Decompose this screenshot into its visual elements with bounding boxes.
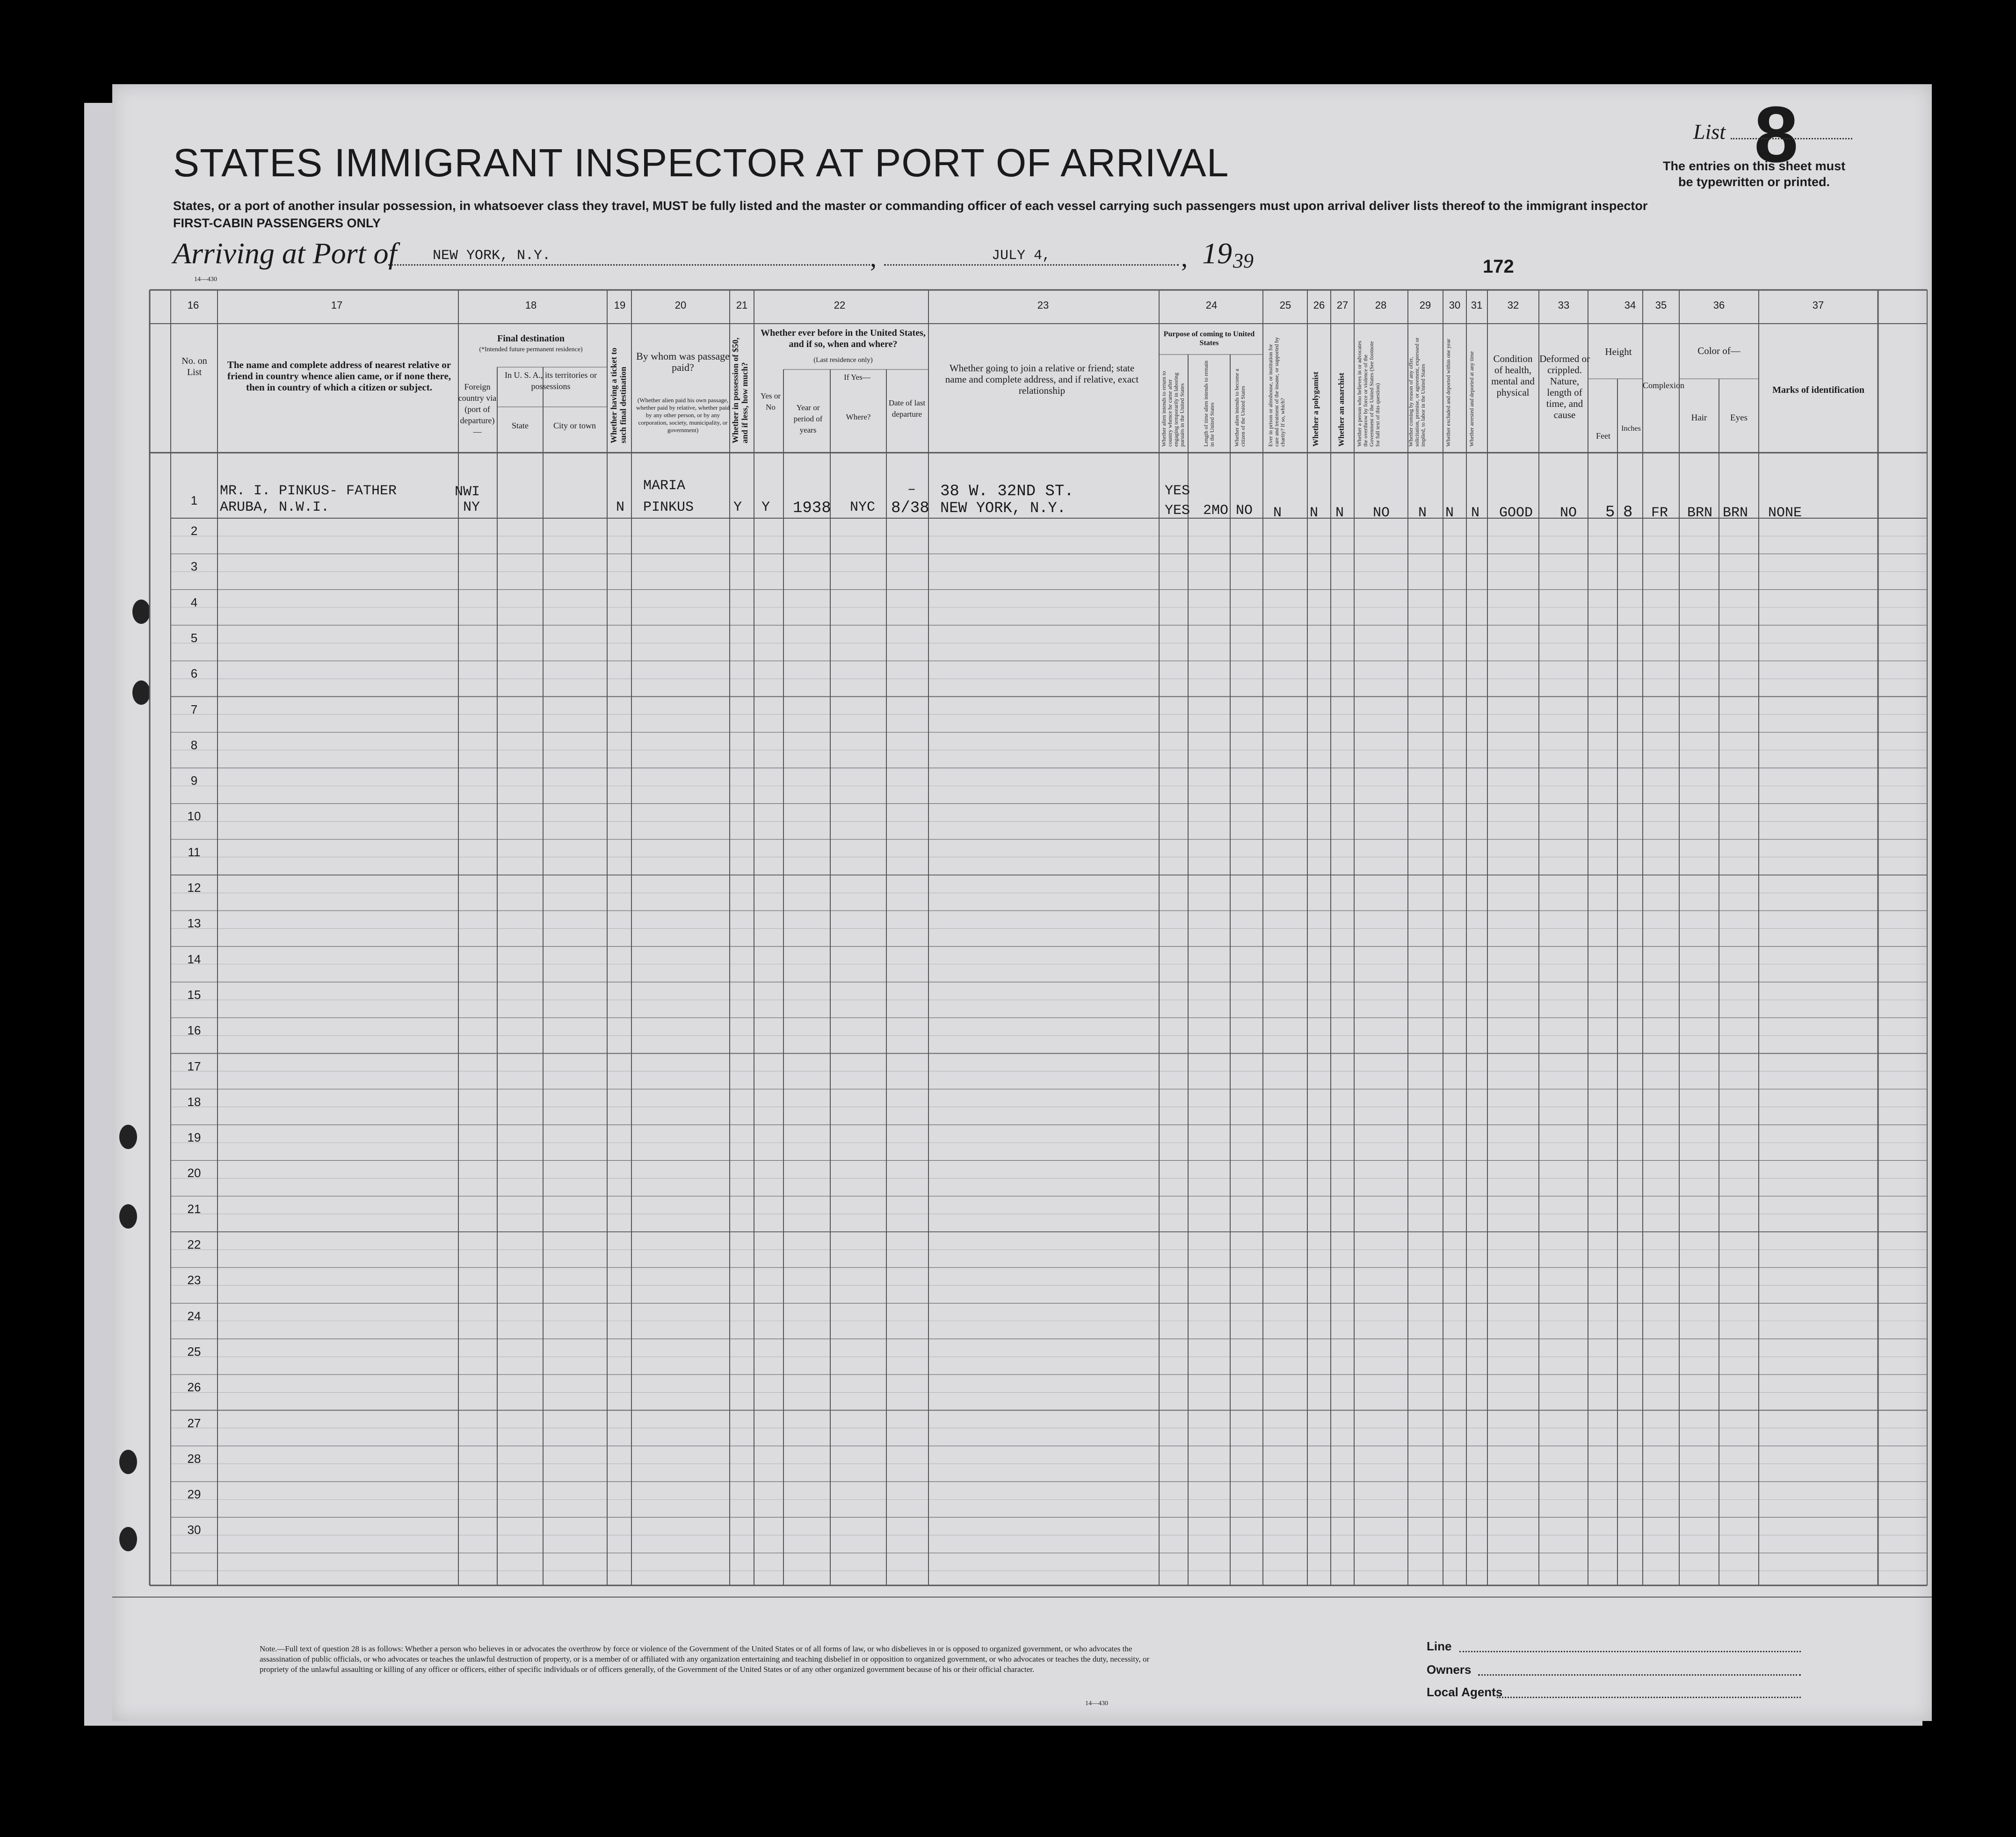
column-number: 18: [525, 299, 537, 311]
list-note: The entries on this sheet must be typewritten or printed.: [1663, 159, 1846, 189]
row-number: 20: [187, 1166, 201, 1180]
row-number: 3: [190, 559, 198, 574]
row-number: 17: [187, 1059, 201, 1073]
column-number: 32: [1507, 299, 1519, 311]
entry-money: Y: [733, 499, 742, 515]
header-c26: Whether a polygamist: [1311, 371, 1320, 447]
entry-paid-line2: PINKUS: [643, 499, 694, 515]
column-number: 24: [1205, 299, 1218, 311]
agents-underline: [1497, 1697, 1801, 1698]
row-number: 2: [190, 524, 198, 538]
entry-q28: NO: [1373, 505, 1390, 521]
entry-relative-line2: ARUBA, N.W.I.: [220, 499, 330, 515]
header-c20: By whom was passage paid?: [636, 350, 730, 373]
list-label: List: [1693, 120, 1726, 144]
entry-dash: –: [907, 482, 916, 498]
row-number: 14: [187, 952, 201, 966]
column-number: 28: [1375, 299, 1387, 311]
header-c22-sub: (Last residence only): [813, 356, 873, 364]
row-number: 15: [187, 987, 201, 1002]
header-c18-usa: In U. S. A., its territories or possessions: [505, 370, 597, 391]
header-c24-a: Whether alien intends to return to country whence he came after engaging temporarily in laboring pursuits in the United States: [1160, 371, 1185, 447]
header-c31: Whether arrested and deported at any time: [1468, 351, 1475, 447]
entry-prison: N: [1273, 505, 1282, 521]
footer-form-code: 14—430: [1085, 1700, 1108, 1707]
entry-citizen: NO: [1236, 503, 1253, 519]
row-number: 30: [187, 1523, 201, 1537]
row-number: 11: [188, 845, 201, 859]
header-c29: Whether coming by reason of any offer, solicitation, promise, or agreement, expressed or implied, to labor in the United States: [1407, 337, 1426, 447]
row-number: 21: [187, 1201, 201, 1216]
row-number: 28: [187, 1451, 201, 1466]
port-value: NEW YORK, N.Y.: [433, 248, 551, 264]
row-number: 4: [190, 595, 198, 609]
header-c18-foreign: Foreign country via (port of departure)—: [458, 382, 497, 436]
column-number: 23: [1037, 299, 1049, 311]
column-number: 29: [1419, 299, 1431, 311]
column-number: 20: [674, 299, 687, 311]
entry-polygamist: N: [1310, 505, 1319, 521]
header-c33: Deformed or crippled. Nature, length of time, and cause: [1539, 353, 1590, 420]
entry-hair: BRN: [1687, 505, 1713, 521]
entry-before: Y: [761, 499, 770, 515]
row-number: 12: [187, 881, 201, 895]
header-c24-b: Length of time alien intends to remain in the United States: [1203, 361, 1215, 447]
row-number: 6: [190, 666, 198, 681]
date-value: JULY 4,: [992, 248, 1051, 264]
header-c24-c: Whether alien intends to become a citizen of the United States: [1233, 369, 1246, 447]
header-c22-date: Date of last departure: [888, 398, 926, 419]
entry-q30: N: [1445, 505, 1454, 521]
entry-purpose-line2: YES: [1165, 503, 1190, 519]
entry-paid-line1: MARIA: [643, 478, 686, 494]
entry-ticket: N: [616, 499, 625, 515]
entry-marks: NONE: [1768, 505, 1802, 521]
header-c25: Ever in prison or almshouse, or institution for care and treatment of the insane, or supported by charity? If so, which?: [1267, 337, 1286, 447]
column-number: 27: [1336, 299, 1349, 311]
header-c17: The name and complete address of nearest relative or friend in country whence alien came, or if none there, then in country of which a citizen or subject.: [227, 359, 451, 393]
column-number: 36: [1713, 299, 1725, 311]
row-number: 7: [190, 702, 198, 716]
arriving-label: Arriving at Port of: [173, 237, 397, 270]
entry-join-line1: 38 W. 32ND ST.: [940, 483, 1074, 500]
header-c20-sub: (Whether alien paid his own passage, whether paid by relative, whether paid by any other person, or by any corporation, society, municipality, or government): [636, 397, 730, 434]
header-c37: Marks of identification: [1772, 385, 1864, 395]
column-number: 21: [736, 299, 748, 311]
header-c36-eyes: Eyes: [1730, 413, 1748, 423]
header-c22-title: Whether ever before in the United States, and if so, when and where?: [761, 328, 926, 349]
header-c28: Whether a person who believes in or advocates the overthrow by force or violence of the Government of the United States (See footnote for full text of this question): [1356, 340, 1381, 447]
header-c23: Whether going to join a relative or friend; state name and complete address, and if relative, exact relationship: [945, 362, 1139, 396]
row-number: 1: [190, 493, 198, 507]
entry-year: 1938: [793, 499, 831, 517]
header-c36-title: Color of—: [1697, 345, 1740, 356]
entry-where: NYC: [850, 499, 876, 515]
column-number: 35: [1655, 299, 1667, 311]
entry-q31: N: [1471, 505, 1480, 521]
header-c22-where: Where?: [846, 412, 871, 421]
row-number: 18: [187, 1094, 201, 1109]
header-c18-state: State: [512, 421, 529, 430]
header-c19: Whether having a ticket to such final destination: [609, 347, 628, 443]
form-subtitle: States, or a port of another insular possession, in whatsoever class they travel, MUST be fully listed and the master or commanding officer of each vessel carrying such passengers must upon arrival deliver lists thereof to the immigrant inspector: [173, 199, 1648, 213]
entry-purpose-line1: YES: [1165, 483, 1190, 499]
line-underline: [1459, 1651, 1801, 1652]
header-c22-yesno: Yes or No: [760, 391, 781, 412]
header-c34-inches: Inches: [1621, 425, 1641, 433]
header-c18-city: City or town: [553, 421, 596, 430]
list-number: 8: [1754, 90, 1798, 179]
header-c34-feet: Feet: [1596, 431, 1610, 441]
row-number: 16: [187, 1023, 201, 1038]
column-number: 16: [187, 299, 199, 311]
entry-foreign-line2: NY: [463, 499, 480, 515]
row-number: 23: [187, 1273, 201, 1287]
row-number: 26: [187, 1380, 201, 1395]
entry-foreign-line1: NWI: [455, 484, 480, 500]
entry-complexion: FR: [1651, 505, 1668, 521]
column-number: 34: [1624, 299, 1636, 311]
row-number: 25: [187, 1344, 201, 1359]
column-number: 17: [331, 299, 343, 311]
row-number: 5: [190, 630, 198, 645]
header-c22-ifyes: If Yes—: [844, 373, 870, 382]
column-number: 22: [834, 299, 846, 311]
header-c18-sub: (*Intended future permanent residence): [479, 346, 583, 353]
column-number: 37: [1812, 299, 1824, 311]
column-number: 33: [1558, 299, 1570, 311]
form-code: 14—430: [194, 276, 217, 283]
entry-anarchist: N: [1335, 505, 1344, 521]
row-number: 9: [190, 774, 198, 788]
header-c32: Condition of health, mental and physical: [1491, 353, 1535, 398]
column-number: 26: [1313, 299, 1325, 311]
header-c16: No. on List: [181, 356, 207, 377]
row-number: 10: [187, 809, 201, 824]
row-number: 19: [187, 1130, 201, 1145]
header-c36-hair: Hair: [1691, 413, 1707, 423]
row-number: 27: [187, 1416, 201, 1430]
header-c18-title: Final destination: [497, 333, 565, 344]
column-number: 25: [1279, 299, 1291, 311]
year-prefix: 19: [1202, 237, 1232, 270]
row-number: 24: [187, 1309, 201, 1323]
row-number: 22: [187, 1237, 201, 1251]
entry-last-departure: 8/38: [891, 499, 929, 517]
header-c34-title: Height: [1605, 346, 1632, 357]
owners-underline: [1478, 1674, 1801, 1676]
header-c24-title: Purpose of coming to United States: [1163, 330, 1255, 347]
row-number: 8: [190, 738, 198, 752]
entry-relative-line1: MR. I. PINKUS- FATHER: [220, 483, 397, 499]
year-suffix: 39: [1233, 249, 1254, 272]
row-number: 13: [187, 916, 201, 931]
entry-feet: 5: [1605, 504, 1615, 521]
local-agents-label: Local Agents: [1427, 1685, 1503, 1699]
stamp-number: 172: [1483, 256, 1514, 277]
row-number: 29: [187, 1487, 201, 1502]
line-label: Line: [1427, 1639, 1452, 1653]
header-c22-year: Year or period of years: [793, 403, 823, 434]
comma: ,: [1181, 244, 1188, 273]
entry-deformed: NO: [1560, 505, 1577, 521]
entry-q29: N: [1418, 505, 1427, 521]
header-c27: Whether an anarchist: [1337, 372, 1346, 447]
column-number: 31: [1471, 299, 1483, 311]
entry-eyes: BRN: [1723, 505, 1748, 521]
header-c35: Complexion: [1643, 381, 1684, 390]
owners-label: Owners: [1427, 1663, 1472, 1677]
footnote: Note.—Full text of question 28 is as follows: Whether a person who believes in or advocates the overthrow by force or violence of the Government of the United States or of all forms of law, or who disbelieves in or is opposed to organized government, or who advocates the assassination of public officials, or who advocates or teaches the unlawful destruction of property, or is a member of or affiliated with any organization entertaining and teaching disbelief in or opposition to organized government, or who advocates or teaches the duty, necessity, or propriety of the unlawful assaulting or killing of any officer or officers, either of specific individuals or of officers generally, of the Government of the United States or of any other organized government because of his or their official character.: [260, 1644, 1150, 1674]
header-c30: Whether excluded and deported within one year: [1445, 339, 1451, 447]
comma: ,: [870, 244, 877, 273]
header-c21: Whether in possession of $50, and if less, how much?: [731, 337, 749, 443]
form-title: STATES IMMIGRANT INSPECTOR AT PORT OF ARRIVAL: [173, 141, 1229, 185]
entry-inches: 8: [1623, 504, 1633, 521]
entry-join-line2: NEW YORK, N.Y.: [940, 499, 1066, 517]
class-line: FIRST-CABIN PASSENGERS ONLY: [173, 216, 381, 230]
entry-health: GOOD: [1499, 505, 1533, 521]
column-number: 30: [1449, 299, 1461, 311]
entry-length: 2MO: [1203, 503, 1229, 519]
column-number: 19: [614, 299, 626, 311]
